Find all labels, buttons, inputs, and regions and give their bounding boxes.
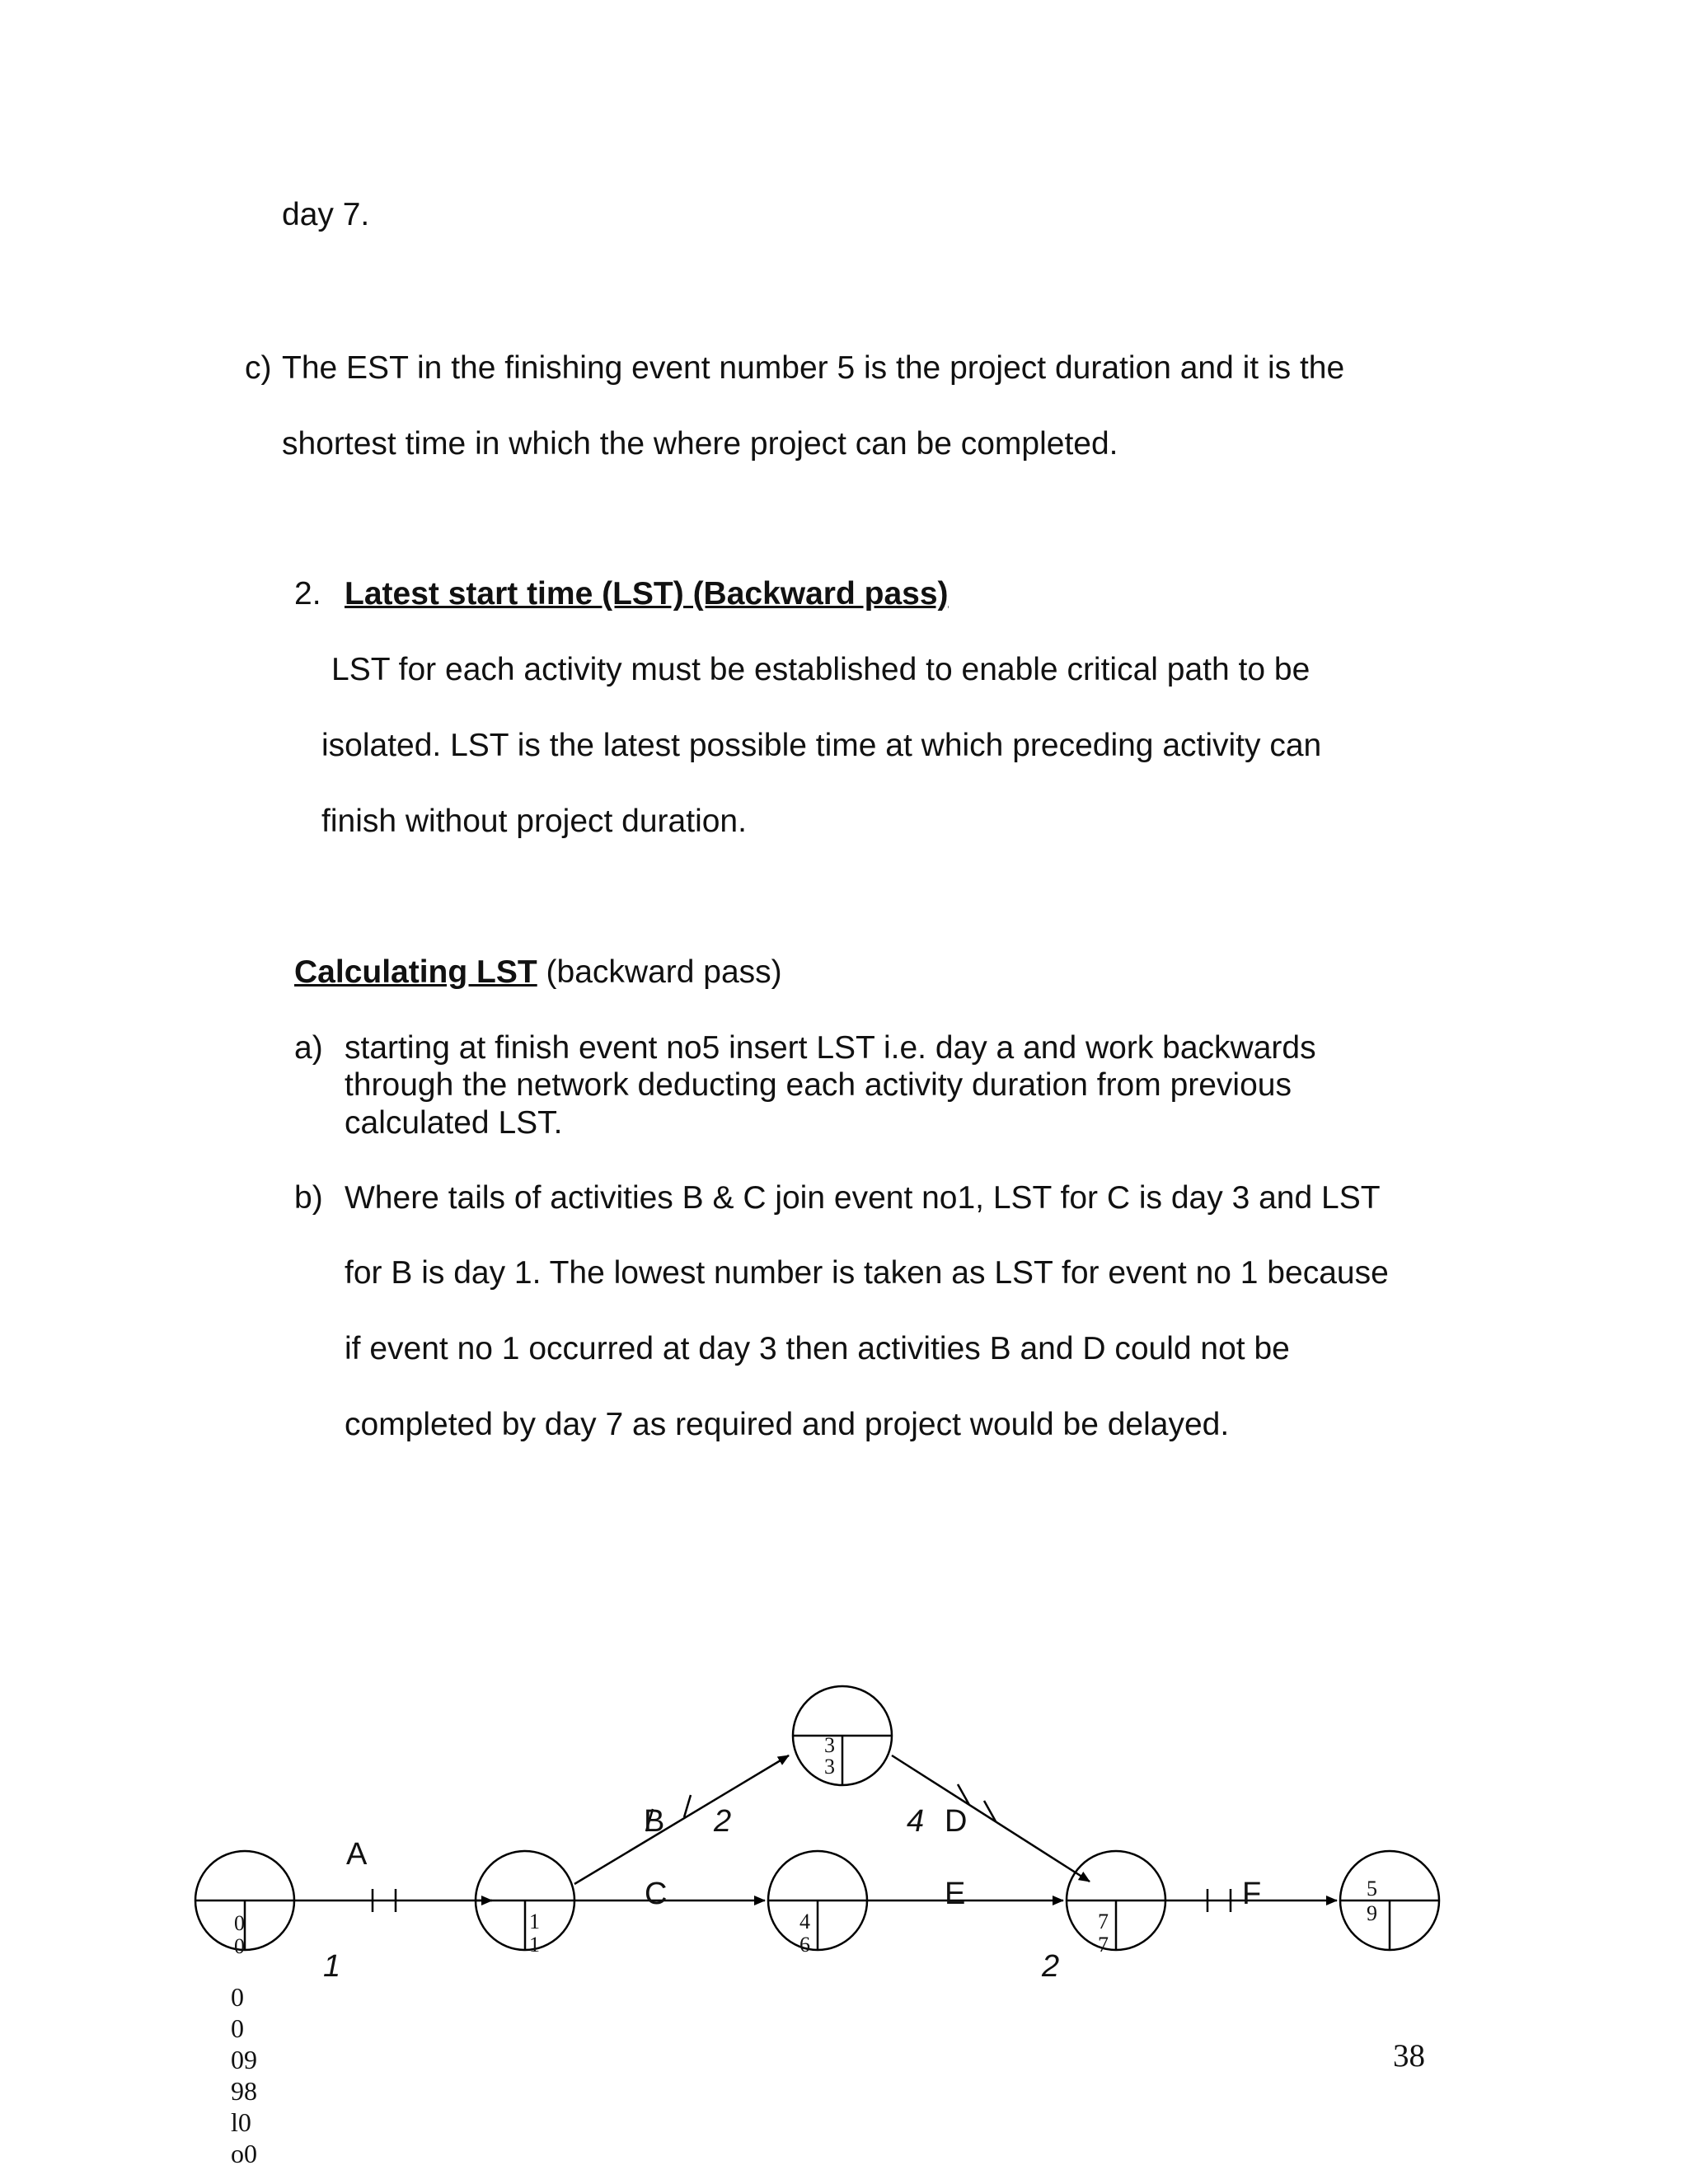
event-node-1 — [476, 1851, 574, 1950]
node-2-bottom: 3 — [824, 1755, 835, 1779]
side-number: l0 — [231, 2107, 251, 2137]
activity-d-label: D — [945, 1804, 968, 1839]
calc-b-line3: if event no 1 occurred at day 3 then activities B and D could not be — [345, 1331, 1290, 1366]
event-node-0 — [195, 1851, 294, 1950]
calc-a-label: a) — [294, 1030, 323, 1066]
calc-heading: Calculating LST — [294, 954, 537, 990]
activity-a-label: A — [346, 1837, 368, 1872]
activity-c-label: C — [645, 1877, 668, 1911]
section-2-line1: LST for each activity must be established to enable critical path to be — [331, 652, 1311, 687]
activity-e-label: E — [945, 1877, 966, 1911]
node-4-bottom: 7 — [1098, 1933, 1109, 1957]
calc-b-label: b) — [294, 1180, 323, 1216]
page-number: 38 — [1393, 2038, 1425, 2074]
node-0-top: 0 — [234, 1911, 245, 1935]
point-c-label: c) — [245, 350, 272, 386]
side-number: o0 — [231, 2139, 257, 2168]
calc-a-line2: through the network deducting each activity duration from previous — [345, 1067, 1292, 1103]
calc-b-line4: completed by day 7 as required and project would be delayed. — [345, 1407, 1230, 1442]
intro-line: day 7. — [282, 197, 370, 232]
side-number: 0 — [231, 1982, 244, 2012]
node-0-bottom: 0 — [234, 1934, 245, 1958]
node-5-bottom: 9 — [1367, 1901, 1377, 1925]
section-2-line3: finish without project duration. — [321, 804, 747, 839]
section-2-line2: isolated. LST is the latest possible time at which preceding activity can — [321, 728, 1322, 763]
activity-f-label: F — [1242, 1877, 1262, 1911]
side-number: 09 — [231, 2045, 257, 2074]
calc-b-line2: for B is day 1. The lowest number is taken as LST for event no 1 because — [345, 1255, 1389, 1291]
event-node-3 — [768, 1851, 867, 1950]
node-3-top: 4 — [799, 1910, 810, 1933]
duration-a: 1 — [323, 1949, 341, 1984]
duration-b: 2 — [714, 1804, 732, 1839]
activity-b-label: B — [644, 1804, 665, 1839]
side-number: 98 — [231, 2076, 257, 2106]
duration-d: 4 — [907, 1804, 925, 1839]
node-2-top: 3 — [824, 1733, 835, 1757]
point-c-line1: The EST in the finishing event number 5 is the project duration and it is the — [282, 350, 1345, 386]
section-2-heading: Latest start time (LST) (Backward pass) — [345, 576, 949, 612]
calc-b-line1: Where tails of activities B & C join event no1, LST for C is day 3 and LST — [345, 1180, 1381, 1216]
calc-suffix: (backward pass) — [546, 954, 782, 990]
side-number: 0 — [231, 2013, 244, 2043]
node-5-top: 5 — [1367, 1877, 1377, 1900]
section-2-number: 2. — [294, 576, 321, 612]
node-1-top: 1 — [529, 1910, 540, 1933]
duration-e: 2 — [1042, 1949, 1060, 1984]
node-1-bottom: 1 — [529, 1933, 540, 1957]
calc-a-line1: starting at finish event no5 insert LST i.e. day a and work backwards — [345, 1030, 1316, 1066]
point-c-line2: shortest time in which the where project can be completed. — [282, 426, 1118, 462]
event-node-2 — [793, 1686, 892, 1785]
node-3-bottom: 6 — [799, 1933, 810, 1957]
calc-a-line3: calculated LST. — [345, 1105, 563, 1141]
node-4-top: 7 — [1098, 1910, 1109, 1933]
activity-b-arrow — [574, 1755, 789, 1884]
event-node-4 — [1067, 1851, 1165, 1950]
event-node-5 — [1340, 1851, 1439, 1950]
